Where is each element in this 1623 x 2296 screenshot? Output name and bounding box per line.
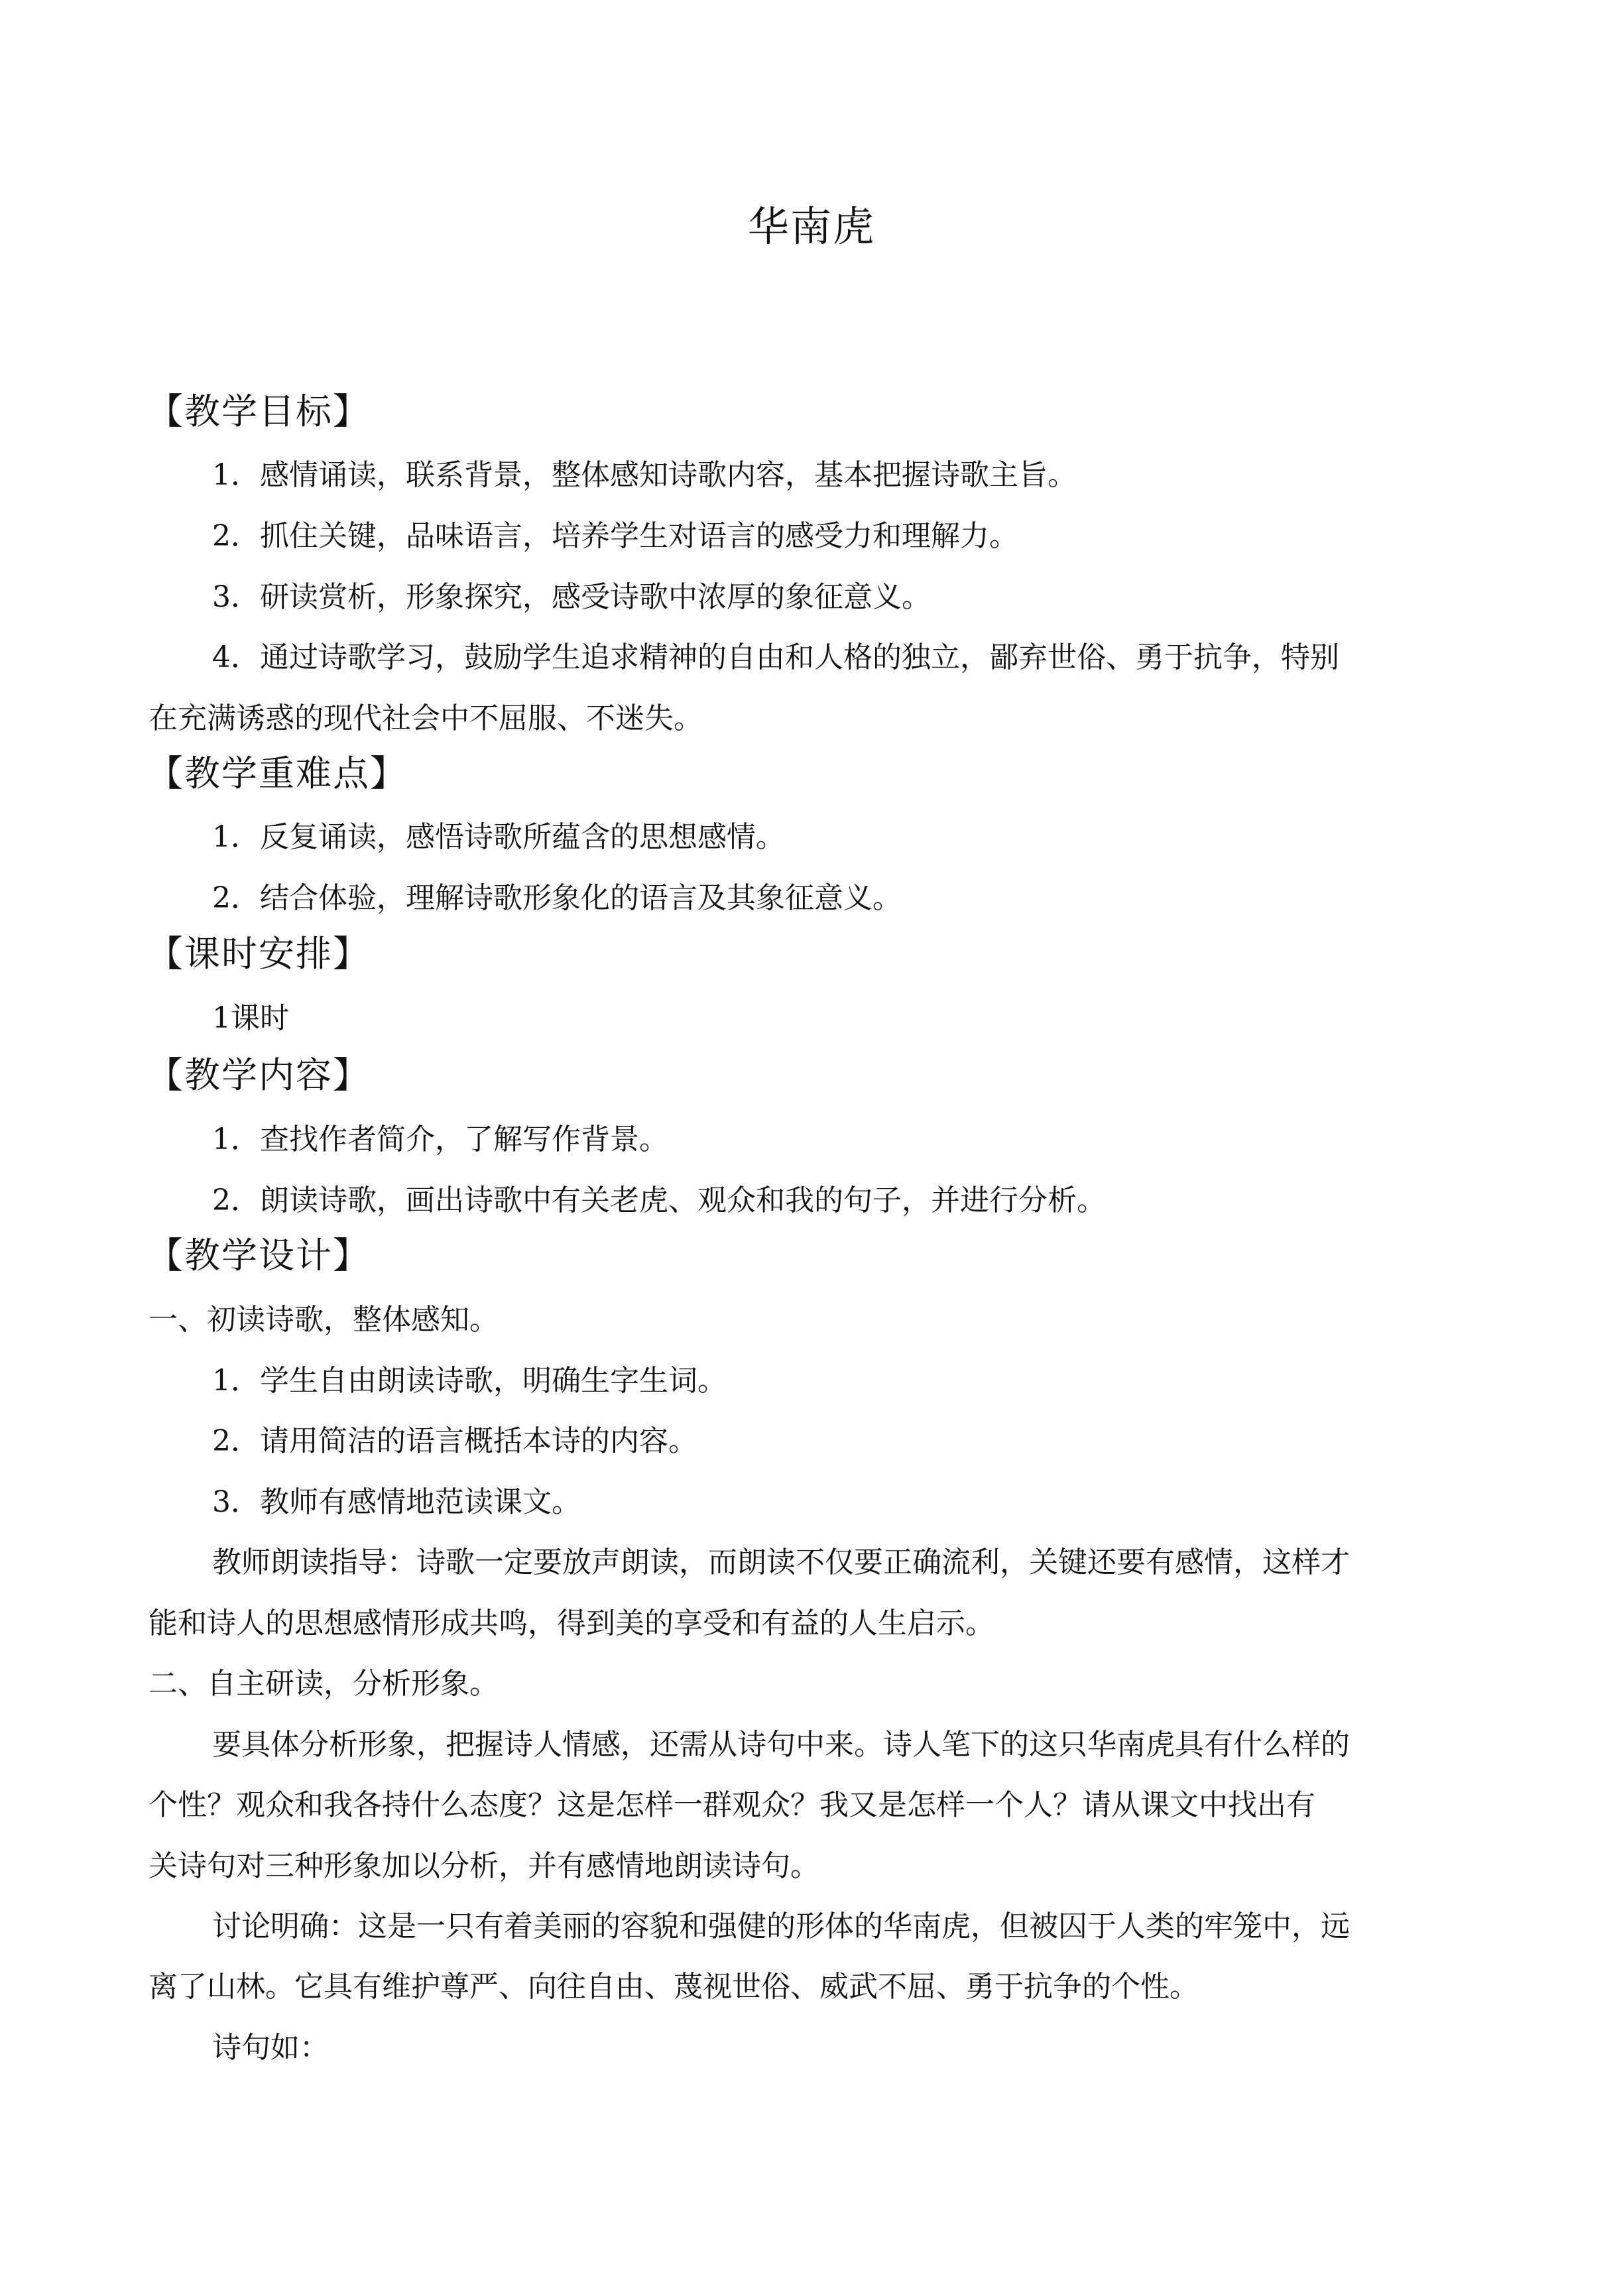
- heading-schedule: 【课时安排】: [147, 933, 370, 975]
- content-item-1: 1．查找作者简介，了解写作背景。: [212, 1122, 668, 1156]
- reading-guidance-line-1: 教师朗读指导：诗歌一定要放声朗读，而朗读不仅要正确流利，关键还要有感情，这样才: [212, 1545, 1350, 1579]
- heading-objectives: 【教学目标】: [147, 391, 370, 432]
- analysis-prompt-line-2: 个性？观众和我各持什么态度？这是怎样一群观众？我又是怎样一个人？请从课文中找出有: [149, 1788, 1315, 1822]
- document-title: 华南虎: [747, 202, 875, 251]
- analysis-prompt-line-3: 关诗句对三种形象加以分析，并有感情地朗读诗句。: [149, 1849, 819, 1883]
- heading-key-points: 【教学重难点】: [147, 753, 407, 794]
- heading-design: 【教学设计】: [147, 1235, 370, 1276]
- objective-item-1: 1．感情诵读，联系背景，整体感知诗歌内容，基本把握诗歌主旨。: [212, 458, 1077, 492]
- verse-intro: 诗句如：: [212, 2031, 329, 2065]
- objective-item-4: 4．通过诗歌学习，鼓励学生追求精神的自由和人格的独立，鄙弃世俗、勇于抗争，特别: [212, 640, 1339, 674]
- objective-item-3: 3．研读赏析，形象探究，感受诗歌中浓厚的象征意义。: [212, 580, 931, 614]
- design-part-1-title: 一、初读诗歌，整体感知。: [149, 1303, 499, 1337]
- key-point-item-2: 2．结合体验，理解诗歌形象化的语言及其象征意义。: [212, 881, 902, 915]
- schedule-item-1: 1课时: [212, 1001, 289, 1035]
- discussion-line-1: 讨论明确：这是一只有着美丽的容貌和强健的形体的华南虎，但被囚于人类的牢笼中，远: [212, 1909, 1350, 1943]
- design-step-2: 2．请用简洁的语言概括本诗的内容。: [212, 1424, 697, 1458]
- design-part-2-title: 二、自主研读，分析形象。: [149, 1667, 499, 1701]
- content-item-2: 2．朗读诗歌，画出诗歌中有关老虎、观众和我的句子，并进行分析。: [212, 1183, 1106, 1217]
- discussion-line-2: 离了山林。它具有维护尊严、向往自由、蔑视世俗、威武不屈、勇于抗争的个性。: [149, 1970, 1199, 2004]
- analysis-prompt-line-1: 要具体分析形象，把握诗人情感，还需从诗句中来。诗人笔下的这只华南虎具有什么样的: [212, 1728, 1350, 1762]
- reading-guidance-line-2: 能和诗人的思想感情形成共鸣，得到美的享受和有益的人生启示。: [149, 1606, 994, 1640]
- objective-item-2: 2．抓住关键，品味语言，培养学生对语言的感受力和理解力。: [212, 519, 1018, 553]
- design-step-3: 3．教师有感情地范读课文。: [212, 1485, 581, 1519]
- objective-item-4-cont: 在充满诱惑的现代社会中不屈服、不迷失。: [149, 701, 703, 735]
- key-point-item-1: 1．反复诵读，感悟诗歌所蕴含的思想感情。: [212, 820, 785, 854]
- heading-content: 【教学内容】: [147, 1054, 370, 1096]
- design-step-1: 1．学生自由朗读诗歌，明确生字生词。: [212, 1364, 727, 1398]
